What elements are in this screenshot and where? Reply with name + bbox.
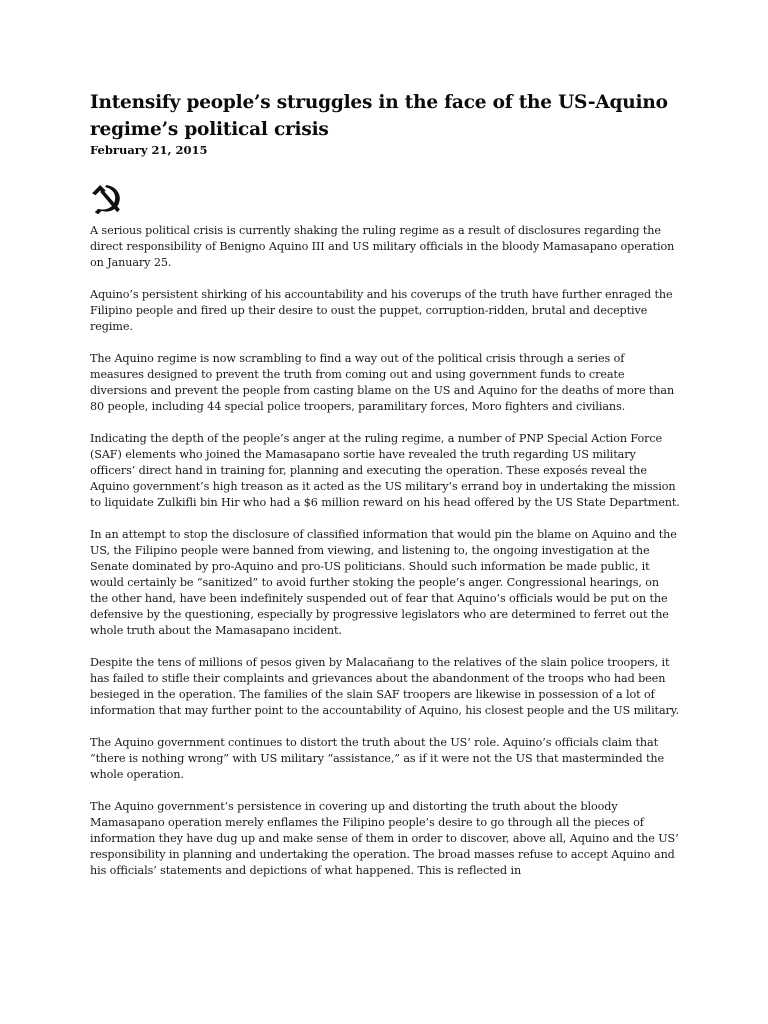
paragraph: The Aquino regime is now scrambling to find a way out of the political crisis through a series of measures designed to prevent the truth from coming out and using government funds to create diversions and prevent the people from casting blame on the US and Aquino for the deaths of more than 80 people, including 44 special police troopers, paramilitary forces, Moro fighters and civilians.	[90, 352, 675, 413]
paragraph: Despite the tens of millions of pesos given by Malacañang to the relatives of the slain police troopers, it has failed to stifle their complaints and grievances about the abandonment of the troops who had been besieged in the operation. The families of the slain SAF troopers are likewise in possession of a lot of information that may further point to the accountability of Aquino, his closest people and the US military.	[90, 656, 679, 717]
article-body	[90, 223, 680, 879]
paragraph: A serious political crisis is currently shaking the ruling regime as a result of disclosures regarding the direct responsibility of Benigno Aquino III and US military officials in the bloody Mamasapano operation on January 25.	[90, 224, 675, 269]
paragraph: Indicating the depth of the people’s anger at the ruling regime, a number of PNP Special Action Force (SAF) elements who joined the Mamasapano sortie have revealed the truth regarding US military officers’ direct hand in training for, planning and executing the operation. These exposés reveal the Aquino government’s high treason as it acted as the US military’s errand boy in undertaking the mission to liquidate Zulkifli bin Hir who had a $6 million reward on his head offered by the US State Department.	[90, 432, 680, 509]
article-date: February 21, 2015	[90, 143, 208, 157]
paragraph: The Aquino government’s persistence in covering up and distorting the truth about the bloody Mamasapano operation merely enflames the Filipino people’s desire to go through all the pieces of information they have dug up and make sense of them in order to discover, above all, Aquino and the US’ responsibility in planning and undertaking the operation. The broad masses refuse to accept Aquino and his officials’ statements and depictions of what happened. This is reflected in	[90, 800, 679, 877]
hammer-and-sickle-icon	[90, 183, 124, 215]
paragraph: Aquino’s persistent shirking of his accountability and his coverups of the truth have further enraged the Filipino people and fired up their desire to oust the puppet, corruption-ridden, brutal and deceptive regime.	[90, 288, 673, 333]
article-title: Intensify people’s struggles in the face of the US-Aquino regime’s political crisis	[90, 92, 668, 140]
paragraph: In an attempt to stop the disclosure of classified information that would pin the blame on Aquino and the US, the Filipino people were banned from viewing, and listening to, the ongoing investigation at the Senate dominated by pro-Aquino and pro-US politicians. Should such information be made public, it would certainly be “sanitized” to avoid further stoking the people’s anger. Congressional hearings, on the other hand, have been indefinitely suspended out of fear that Aquino’s officials would be put on the defensive by the questioning, especially by progressive legislators who are determined to ferret out the whole truth about the Mamasapano incident.	[90, 528, 677, 637]
article	[90, 89, 680, 895]
paragraph: The Aquino government continues to distort the truth about the US’ role. Aquino’s officials claim that “there is nothing wrong” with US military “assistance,” as if it were not the US that masterminded the whole operation.	[90, 736, 664, 781]
